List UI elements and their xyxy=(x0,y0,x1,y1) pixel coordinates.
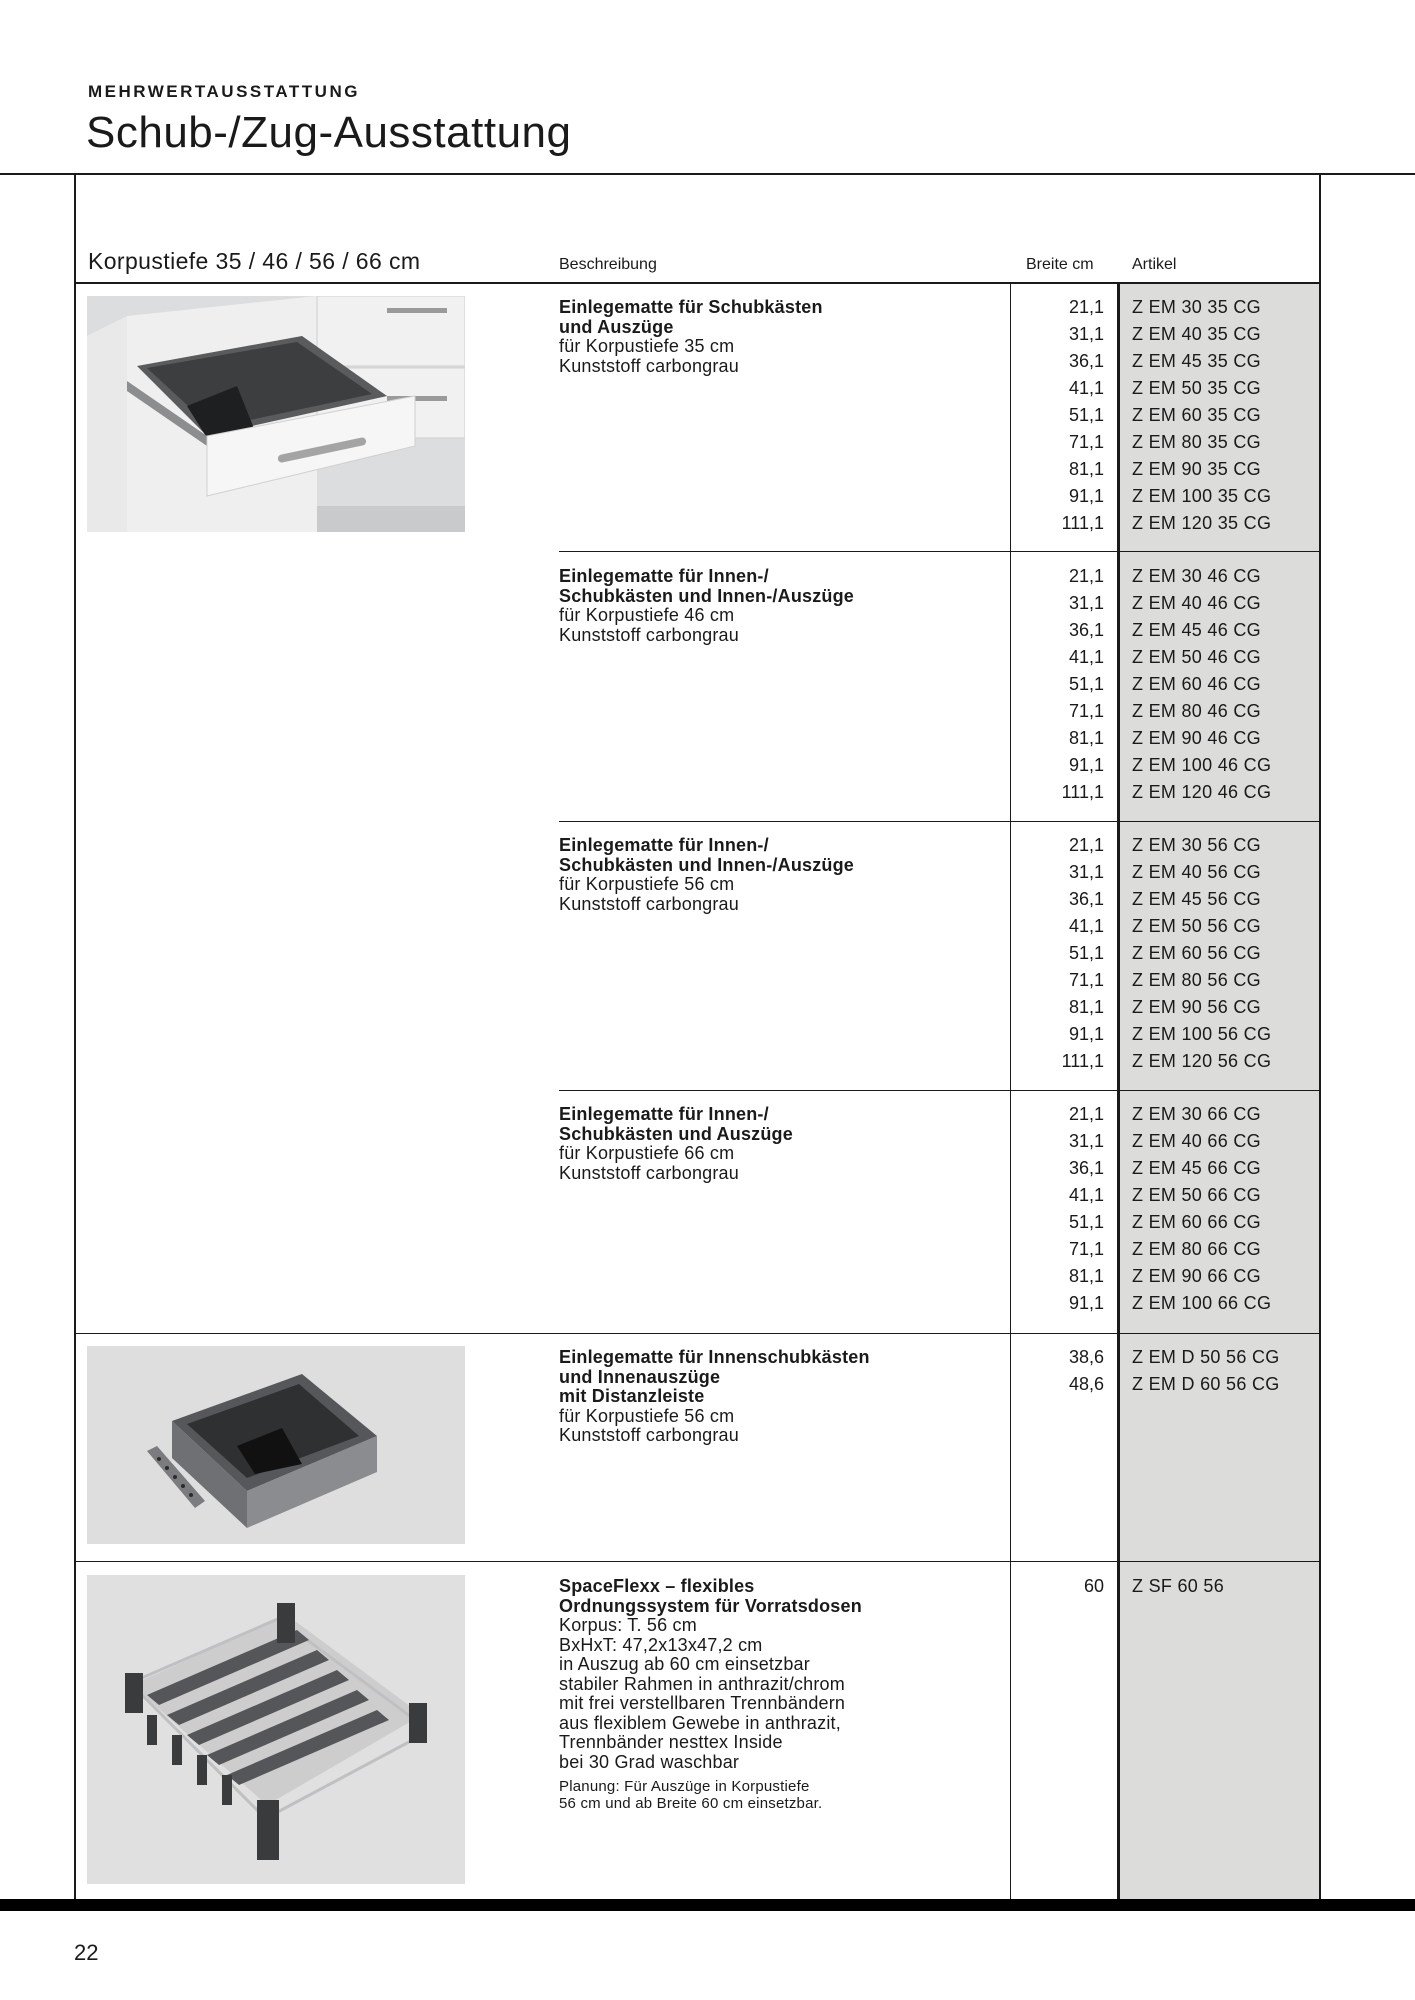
artikel-number: Z EM 100 46 CG xyxy=(1132,755,1272,775)
artikel-number: Z EM 60 56 CG xyxy=(1132,943,1261,963)
column-header-breite: Breite cm xyxy=(1026,256,1094,273)
section-kicker: MEHRWERTAUSSTATTUNG xyxy=(88,82,360,101)
group-title: Schubkästen und Innen-/Auszüge xyxy=(559,854,855,875)
row-divider xyxy=(559,821,1321,822)
breite-value: 51,1 xyxy=(1068,1212,1104,1232)
breite-value: 36,1 xyxy=(1068,351,1104,371)
breite-value: 21,1 xyxy=(1068,566,1104,586)
breite-list xyxy=(1012,1344,1104,1398)
row-divider xyxy=(559,551,1321,552)
group-detail: Kunststoff carbongrau xyxy=(559,1162,739,1183)
artikel-number: Z EM 120 46 CG xyxy=(1132,782,1272,802)
group-title: Einlegematte für Innen-/ xyxy=(559,566,769,586)
group-detail: Kunststoff carbongrau xyxy=(559,1425,739,1445)
artikel-list xyxy=(1132,1101,1312,1317)
artikel-number: Z EM 50 56 CG xyxy=(1132,916,1261,936)
breite-value: 41,1 xyxy=(1068,378,1104,398)
breite-value: 36,1 xyxy=(1068,889,1104,909)
breite-value: 51,1 xyxy=(1068,674,1104,694)
artikel-number: Z EM D 50 56 CG xyxy=(1132,1347,1280,1367)
breite-value: 81,1 xyxy=(1068,728,1104,748)
planning-note-line: 56 cm und ab Breite 60 cm einsetzbar. xyxy=(559,1795,823,1812)
breite-value: 31,1 xyxy=(1068,593,1104,613)
group-description xyxy=(559,1348,999,1446)
group-detail: Korpus: T. 56 cm xyxy=(559,1615,697,1635)
artikel-number: Z EM 40 35 CG xyxy=(1132,324,1261,344)
breite-value: 31,1 xyxy=(1068,1131,1104,1151)
artikel-number: Z EM 60 46 CG xyxy=(1132,674,1261,694)
artikel-list xyxy=(1132,832,1312,1075)
artikel-number: Z EM 60 66 CG xyxy=(1132,1212,1261,1232)
artikel-number: Z EM 90 56 CG xyxy=(1132,997,1261,1017)
group-detail: stabiler Rahmen in anthrazit/chrom xyxy=(559,1673,845,1694)
artikel-number: Z EM 90 35 CG xyxy=(1132,459,1261,479)
artikel-number: Z EM 120 56 CG xyxy=(1132,1051,1272,1071)
breite-value: 21,1 xyxy=(1068,1104,1104,1124)
breite-list xyxy=(1012,1101,1104,1317)
group-detail: mit frei verstellbaren Trennbändern xyxy=(559,1693,846,1713)
breite-value: 51,1 xyxy=(1068,405,1104,425)
group-detail: für Korpustiefe 35 cm xyxy=(559,336,735,356)
artikel-number: Z EM 90 46 CG xyxy=(1132,728,1261,748)
artikel-number: Z EM 50 66 CG xyxy=(1132,1185,1261,1205)
column-header-beschreibung: Beschreibung xyxy=(559,256,657,273)
page-number: 22 xyxy=(74,1940,99,1965)
artikel-number: Z SF 60 56 xyxy=(1132,1576,1225,1596)
artikel-list xyxy=(1132,1573,1312,1600)
group-title: mit Distanzleiste xyxy=(559,1386,705,1406)
planning-note-line: Planung: Für Auszüge in Korpustiefe xyxy=(559,1778,810,1795)
breite-list xyxy=(1012,1573,1104,1600)
artikel-number: Z EM 100 35 CG xyxy=(1132,486,1272,506)
breite-value: 111,1 xyxy=(1061,782,1104,802)
artikel-number: Z EM 80 35 CG xyxy=(1132,432,1261,452)
breite-value: 91,1 xyxy=(1068,1024,1104,1044)
breite-value: 91,1 xyxy=(1068,755,1104,775)
group-detail: für Korpustiefe 56 cm xyxy=(559,874,735,894)
planning-note xyxy=(559,1778,999,1812)
artikel-number: Z EM 100 66 CG xyxy=(1132,1293,1272,1313)
artikel-number: Z EM 30 35 CG xyxy=(1132,297,1261,317)
artikel-number: Z EM 50 35 CG xyxy=(1132,378,1261,398)
group-title: Schubkästen und Innen-/Auszüge xyxy=(559,585,855,606)
breite-value: 81,1 xyxy=(1068,459,1104,479)
artikel-list xyxy=(1132,294,1312,537)
group-detail: aus flexiblem Gewebe in anthrazit, xyxy=(559,1712,841,1733)
breite-value: 48,6 xyxy=(1068,1374,1104,1394)
group-detail: Kunststoff carbongrau xyxy=(559,624,739,645)
artikel-number: Z EM 40 66 CG xyxy=(1132,1131,1261,1151)
artikel-list xyxy=(1132,563,1312,806)
group-detail: für Korpustiefe 46 cm xyxy=(559,605,735,625)
group-title: Ordnungssystem für Vorratsdosen xyxy=(559,1595,862,1616)
artikel-number: Z EM 30 46 CG xyxy=(1132,566,1261,586)
breite-value: 41,1 xyxy=(1068,1185,1104,1205)
breite-value: 71,1 xyxy=(1068,432,1104,452)
breite-list xyxy=(1012,294,1104,537)
artikel-column-divider xyxy=(1117,283,1120,1899)
artikel-number: Z EM 60 35 CG xyxy=(1132,405,1261,425)
breite-value: 71,1 xyxy=(1068,970,1104,990)
inner-drawer-photo xyxy=(87,1346,465,1544)
breite-value: 71,1 xyxy=(1068,701,1104,721)
group-title: und Innenauszüge xyxy=(559,1366,721,1387)
breite-column-divider xyxy=(1010,283,1011,1899)
breite-value: 81,1 xyxy=(1068,997,1104,1017)
row-divider xyxy=(74,1333,1321,1334)
breite-value: 91,1 xyxy=(1068,486,1104,506)
breite-value: 71,1 xyxy=(1068,1239,1104,1259)
artikel-number: Z EM 120 35 CG xyxy=(1132,513,1272,533)
breite-list xyxy=(1012,832,1104,1075)
group-detail: Kunststoff carbongrau xyxy=(559,355,739,376)
artikel-number: Z EM 40 56 CG xyxy=(1132,862,1261,882)
breite-value: 31,1 xyxy=(1068,324,1104,344)
footer-bar xyxy=(0,1899,1415,1911)
artikel-number: Z EM 50 46 CG xyxy=(1132,647,1261,667)
group-description xyxy=(559,298,999,376)
group-title: Einlegematte für Schubkästen xyxy=(559,297,823,317)
breite-list xyxy=(1012,563,1104,806)
breite-value: 36,1 xyxy=(1068,1158,1104,1178)
row-divider xyxy=(74,1561,1321,1562)
breite-value: 91,1 xyxy=(1068,1293,1104,1313)
group-detail: Trennbänder nesttex Inside xyxy=(559,1732,783,1752)
breite-value: 60 xyxy=(1083,1576,1104,1596)
korpustiefe-label: Korpustiefe 35 / 46 / 56 / 66 cm xyxy=(88,248,421,274)
group-title: Einlegematte für Innen-/ xyxy=(559,835,769,855)
group-detail: BxHxT: 47,2x13x47,2 cm xyxy=(559,1634,763,1655)
group-description xyxy=(559,836,999,914)
artikel-number: Z EM 80 66 CG xyxy=(1132,1239,1261,1259)
drawer-mat-photo xyxy=(87,296,465,532)
artikel-number: Z EM 40 46 CG xyxy=(1132,593,1261,613)
group-title: Schubkästen und Auszüge xyxy=(559,1123,793,1144)
group-detail: Kunststoff carbongrau xyxy=(559,893,739,914)
group-detail: in Auszug ab 60 cm einsetzbar xyxy=(559,1654,810,1674)
group-title: Einlegematte für Innenschubkästen xyxy=(559,1347,870,1367)
group-title: und Auszüge xyxy=(559,316,674,337)
artikel-number: Z EM 45 35 CG xyxy=(1132,351,1261,371)
breite-value: 81,1 xyxy=(1068,1266,1104,1286)
breite-value: 51,1 xyxy=(1068,943,1104,963)
group-title: Einlegematte für Innen-/ xyxy=(559,1104,769,1124)
breite-value: 31,1 xyxy=(1068,862,1104,882)
page-title: Schub-/Zug-Ausstattung xyxy=(86,108,572,157)
breite-value: 111,1 xyxy=(1061,1051,1104,1071)
artikel-number: Z EM 45 66 CG xyxy=(1132,1158,1261,1178)
column-header-artikel: Artikel xyxy=(1132,256,1177,273)
breite-value: 21,1 xyxy=(1068,297,1104,317)
table-header-rule xyxy=(74,282,1321,284)
artikel-number: Z EM 30 66 CG xyxy=(1132,1104,1261,1124)
artikel-number: Z EM 100 56 CG xyxy=(1132,1024,1272,1044)
spaceflexx-photo xyxy=(87,1575,465,1884)
breite-value: 41,1 xyxy=(1068,916,1104,936)
breite-value: 21,1 xyxy=(1068,835,1104,855)
artikel-number: Z EM 80 46 CG xyxy=(1132,701,1261,721)
group-detail: für Korpustiefe 66 cm xyxy=(559,1143,735,1163)
row-divider xyxy=(559,1090,1321,1091)
group-detail: für Korpustiefe 56 cm xyxy=(559,1405,735,1426)
artikel-number: Z EM D 60 56 CG xyxy=(1132,1374,1280,1394)
group-description xyxy=(559,567,999,645)
breite-value: 111,1 xyxy=(1061,513,1104,533)
artikel-number: Z EM 30 56 CG xyxy=(1132,835,1261,855)
artikel-list xyxy=(1132,1344,1312,1398)
breite-value: 36,1 xyxy=(1068,620,1104,640)
group-description xyxy=(559,1577,999,1812)
artikel-number: Z EM 45 56 CG xyxy=(1132,889,1261,909)
group-detail: bei 30 Grad waschbar xyxy=(559,1751,740,1772)
artikel-number: Z EM 90 66 CG xyxy=(1132,1266,1261,1286)
artikel-number: Z EM 80 56 CG xyxy=(1132,970,1261,990)
group-description xyxy=(559,1105,999,1183)
breite-value: 41,1 xyxy=(1068,647,1104,667)
breite-value: 38,6 xyxy=(1068,1347,1104,1367)
group-title: SpaceFlexx – flexibles xyxy=(559,1576,755,1596)
artikel-number: Z EM 45 46 CG xyxy=(1132,620,1261,640)
